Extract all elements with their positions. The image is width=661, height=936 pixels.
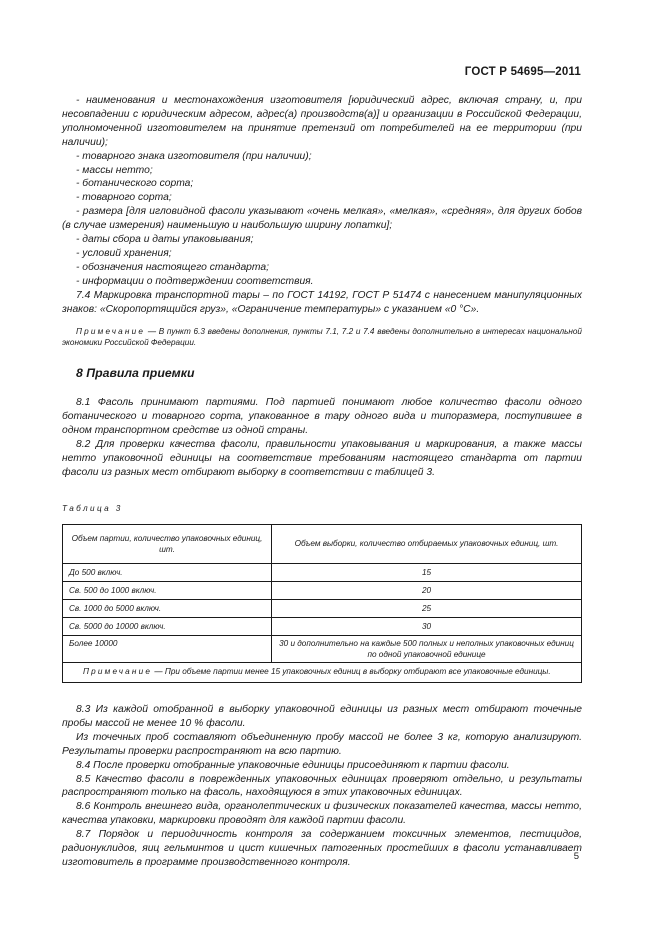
section-title: 8 Правила приемки (76, 366, 195, 381)
table-cell: Более 10000 (63, 635, 272, 662)
list-item: - ботанического сорта; (76, 178, 194, 190)
clauses-8-3-to-8-7 (62, 703, 582, 870)
table-header: Объем партии, количество упаковочных единиц, шт. (63, 524, 272, 563)
table-note (63, 662, 582, 682)
clause-7-4: 7.4 Маркировка транспортной тары – по ГОСТ 14192, ГОСТ Р 51474 с нанесением манипуляционных знаков: «Скоропортящийся груз», «Ограничение температуры» с указанием «0 °С». (62, 289, 582, 315)
table-cell: До 500 включ. (63, 563, 272, 581)
list-item: - массы нетто; (76, 164, 153, 176)
list-item: - товарного сорта; (76, 192, 172, 204)
marking-list (62, 94, 582, 289)
list-item: - наименования и местонахождения изготовителя [юридический адрес, включая страну, и, при несовпадении с юридическим адресом, адрес(а) производств(а)] и организации в Российской Федерации, уполномоченной изготовителем на принятие претензий от потребителей на ее территории (при наличии); (62, 95, 582, 148)
table-note-label: Примечание (83, 666, 153, 676)
table-note-text: — При объеме партии менее 15 упаковочных единиц в выборку отбирают все упаковочные единицы. (152, 666, 551, 676)
list-item: - даты сбора и даты упаковывания; (76, 234, 254, 246)
document-body (62, 94, 582, 870)
list-item: - информации о подтверждении соответствия. (76, 275, 314, 287)
table-cell: 30 и дополнительно на каждые 500 полных и неполных упаковочных единиц по одной упаковочной единице (272, 635, 582, 662)
clause-paragraph: 8.3 Из каждой отобранной в выборку упаковочной единицы из разных мест отбирают точечные пробы массой не менее 10 % фасоли. (62, 703, 582, 729)
note-1 (62, 326, 582, 349)
table-note-row (63, 662, 582, 682)
list-item: - размера [для игловидной фасоли указывают «очень мелкая», «мелкая», «средняя», для других бобов (в случае измерения) наименьшую и наибольшую ширину лопатки]; (62, 206, 582, 232)
table-cell: Св. 1000 до 5000 включ. (63, 599, 272, 617)
table-cell: 25 (272, 599, 582, 617)
list-item: - условий хранения; (76, 247, 172, 259)
table-cell: Св. 500 до 1000 включ. (63, 581, 272, 599)
table-cell: 15 (272, 563, 582, 581)
table-cell: 20 (272, 581, 582, 599)
table-cell: 30 (272, 617, 582, 635)
clause-paragraph: 8.5 Качество фасоли в поврежденных упаковочных единицах проверяют отдельно, и результаты распространяют только на фасоль, находящуюся в этих упаковочных единицах. (62, 773, 582, 799)
table-caption: Таблица 3 (62, 503, 123, 513)
table-row (63, 599, 582, 617)
note-text: — В пункт 6.3 введены дополнения, пункты 7.1, 7.2 и 7.4 введены дополнительно в интересах национальной экономики Российской Федерации. (62, 326, 582, 347)
clause-paragraph: 8.7 Порядок и периодичность контроля за содержанием токсичных элементов, пестицидов, радионуклидов, яиц гельминтов и цист кишечных патогенных простейших в фасоли устанавливает изготовитель в программе производственного контроля. (62, 829, 582, 868)
sampling-table (62, 524, 582, 683)
document-header: ГОСТ Р 54695—2011 (464, 66, 581, 78)
list-item: - обозначения настоящего стандарта; (76, 261, 269, 273)
clause-8-1: 8.1 Фасоль принимают партиями. Под партией понимают любое количество фасоли одного ботанического и товарного сорта, упакованное в тару одного вида и типоразмера, поступившее в одном транспортном средстве из одной страны. (62, 397, 582, 437)
clause-paragraph: 8.4 После проверки отобранные упаковочные единицы присоединяют к партии фасоли. (76, 759, 510, 771)
page-number: 5 (573, 851, 579, 862)
table-row (63, 635, 582, 662)
clause-paragraph: Из точечных проб составляют объединенную пробу массой не более 3 кг, которую анализируют. Результаты проверки распространяют на всю партию. (62, 731, 582, 757)
clause-paragraph: 8.6 Контроль внешнего вида, органолептических и физических показателей качества, массы нетто, качества упаковки, маркировки проводят для каждой партии фасоли. (62, 801, 582, 827)
table-row (63, 581, 582, 599)
list-item: - товарного знака изготовителя (при наличии); (76, 150, 312, 162)
clause-8-2: 8.2 Для проверки качества фасоли, правильности упаковывания и маркирования, а также массы нетто упаковочной единицы на соответствие требованиям настоящего стандарта от партии фасоли из разных мест отбирают выборку в соответствии с таблицей 3. (62, 438, 582, 478)
note-label: Примечание (76, 326, 146, 336)
table-cell: Св. 5000 до 10000 включ. (63, 617, 272, 635)
table-row (63, 617, 582, 635)
table-row (63, 563, 582, 581)
table-header: Объем выборки, количество отбираемых упаковочных единиц, шт. (272, 524, 582, 563)
